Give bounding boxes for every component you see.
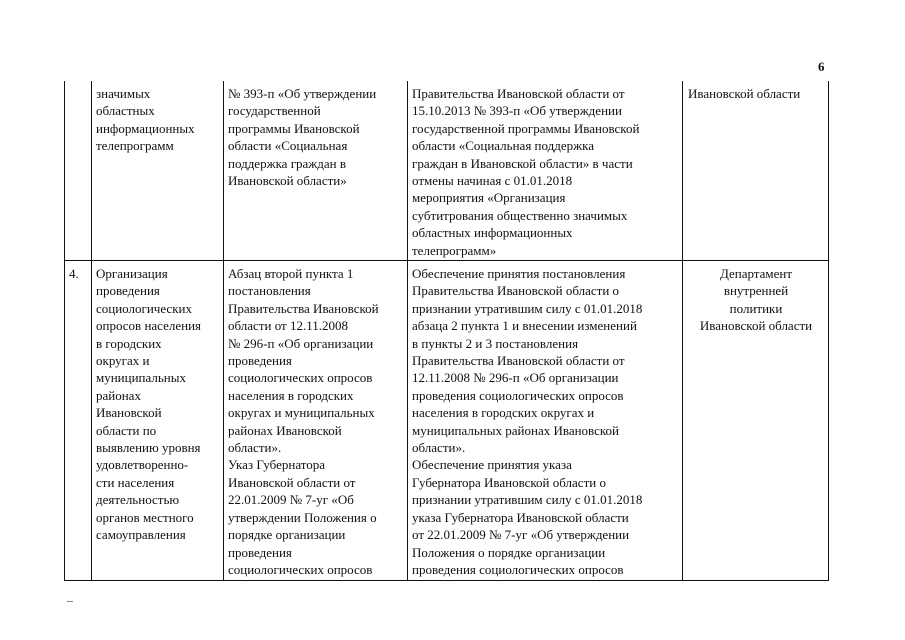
proposed-measure: Обеспечение принятия постановления Правительства Ивановской области о признании утратившим силу с 01.01.2018 абзаца 2 пункта 1 и внесении изменений в пункты 2 и 3 постановления Правительства Ивановской области от 12.11.2008 № 296-п «Об организации проведения социологических опросов населения в городских округах и муниципальных районах Ивановской области». Обеспечение принятия указа Губернатора Ивановской области о признании утратившим силу с 01.01.2018 указа Губернатора Ивановской области от 22.01.2009 № 7-уг «Об утверждении Положения о порядке организации проведения социологических опросов	[412, 266, 643, 577]
row-number: 4.	[69, 266, 79, 281]
table-row	[65, 81, 828, 261]
document-table	[64, 81, 829, 581]
proposed-measure: Правительства Ивановской области от 15.10.2013 № 393-п «Об утверждении государственной программы Ивановской области «Социальная поддержка граждан в Ивановской области» в части отмены начиная с 01.01.2018 мероприятия «Организация субтитрования общественно значимых областных информационных телепрограмм»	[412, 86, 640, 258]
table-row	[65, 261, 828, 580]
legal-act: Абзац второй пункта 1 постановления Правительства Ивановской области от 12.11.2008 № 296-п «Об организации проведения социологических опросов населения в городских округах и муниципальных районах Ивановской области». Указ Губернатора Ивановской области от 22.01.2009 № 7-уг «Об утверждении Положения о порядке организации проведения социологических опросов	[228, 266, 379, 577]
page-number: 6	[818, 59, 825, 74]
event-name: Организация проведения социологических опросов населения в городских округах и муниципальных районах Ивановской области по выявлению уровня удовлетворенно- сти населения деятельностью органов местного самоуправления	[96, 266, 202, 543]
scan-mark	[67, 601, 73, 602]
responsible-body: Департамент внутренней политики Ивановской области	[699, 266, 813, 334]
column-divider	[91, 81, 92, 260]
responsible-body: Ивановской области	[688, 86, 801, 101]
legal-act: № 393-п «Об утверждении государственной программы Ивановской области «Социальная поддержка граждан в Ивановской области»	[228, 86, 377, 189]
event-name: значимых областных информационных телепрограмм	[96, 86, 195, 154]
column-divider	[91, 261, 92, 580]
